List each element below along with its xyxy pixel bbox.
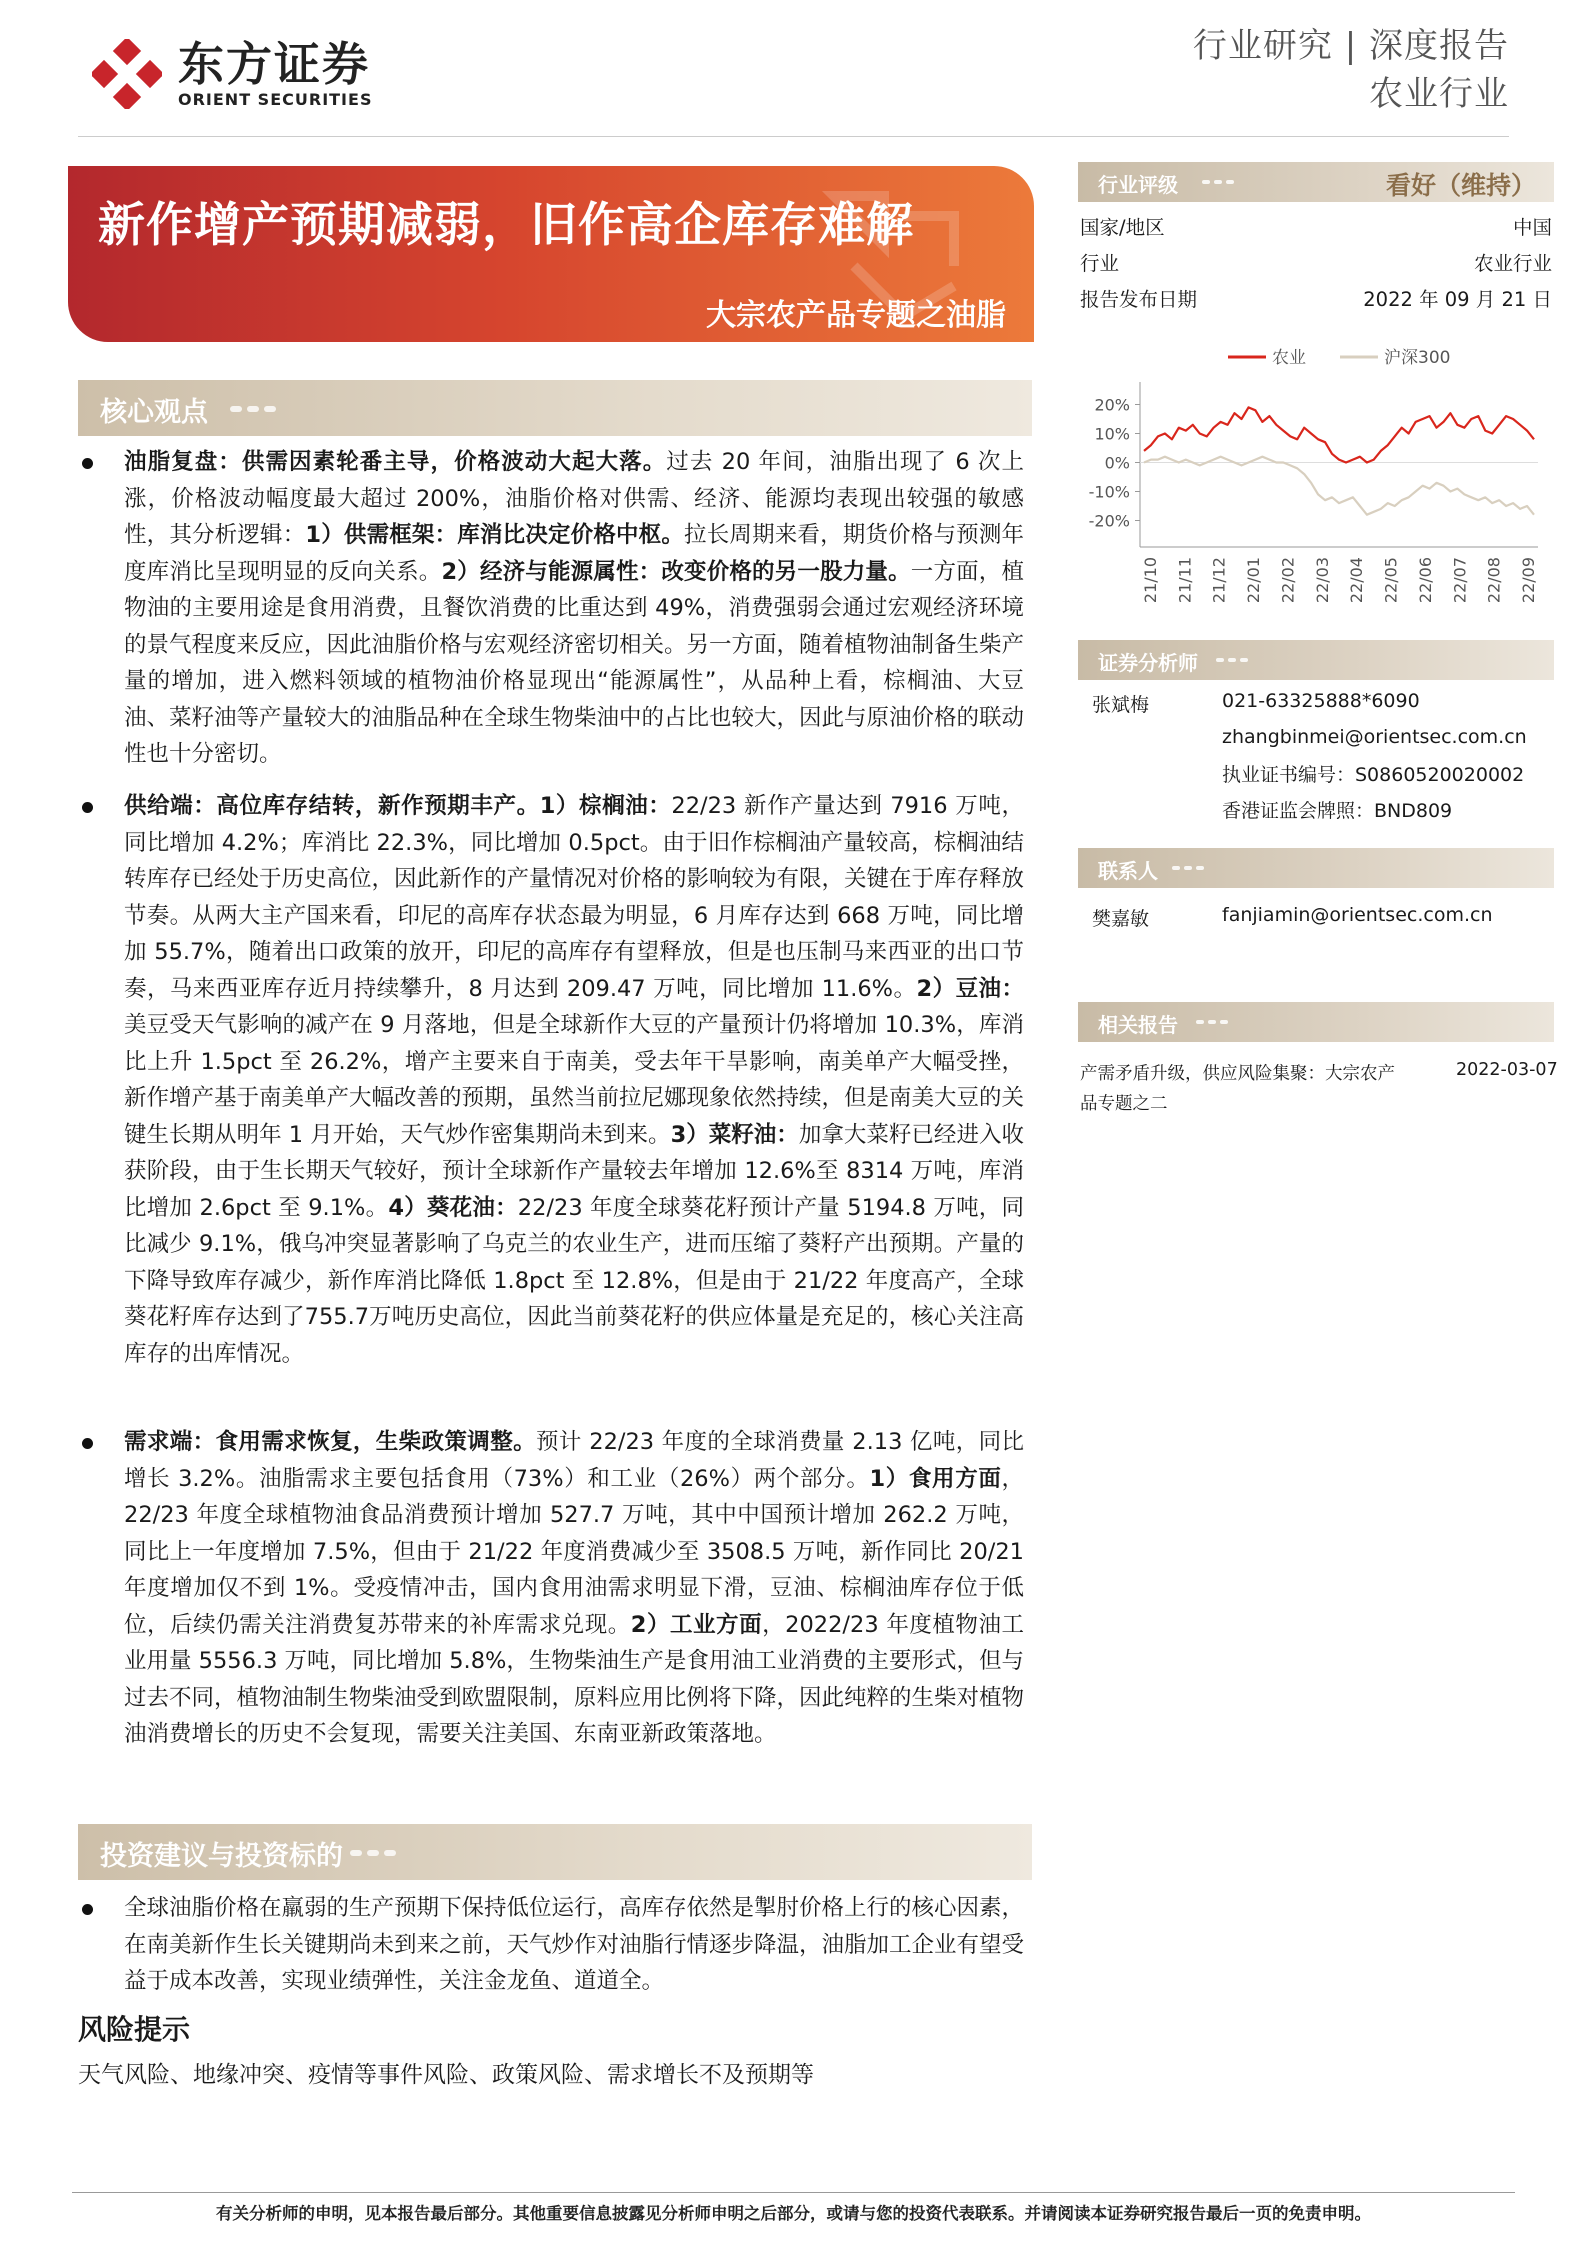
x-tick-label: 22/03 <box>1312 557 1332 604</box>
header-dots-icon <box>1202 180 1234 184</box>
report-type: 行业研究 | 深度报告 <box>1192 26 1509 66</box>
report-title: 新作增产预期减弱，旧作高企库存难解 <box>98 198 914 253</box>
body-text: ，22/23 年度全球植物油食品消费预计增加 527.7 万吨，其中中国预计增加 262.2 万吨，同比上一年度增加 7.5%，但由于 21/22 年度消费减少至 3508.5 万吨，新作同比 20/21 年度增加仅不到 1%。受疫情冲击，国内食用油需求明显下滑，豆油、棕榈油库存位于低位，后续仍需关注消费复苏带来的补库需求兑现。 <box>124 1465 1024 1638</box>
industry-name: 农业行业 <box>1369 74 1509 114</box>
y-tick-label: 20% <box>1094 395 1130 415</box>
sidebar-rating-header <box>1078 162 1554 202</box>
header-dots-icon <box>1172 866 1204 870</box>
body-text: 预计 22/23 年度的全球消费量 2.13 亿吨，同比增长 3.2%。油脂需求主要包括食用（73%）和工业（26%）两个部分。 <box>124 1429 1024 1492</box>
sidebar-related-header <box>1078 1002 1554 1042</box>
date-value: 2022 年 09 月 21 日 <box>1363 288 1552 311</box>
body-text: 过去 20 年间，油脂出现了 6 次上涨，价格波动幅度最大超过 200%，油脂价格对供需、经济、能源均表现出较强的敏感性，其分析逻辑： <box>124 449 1024 548</box>
bold-phrase: 1）供需框架：库消比决定价格中枢。 <box>305 522 685 548</box>
series-line-agriculture <box>1144 407 1534 462</box>
section-header-investment <box>78 1824 1032 1880</box>
industry-row <box>1078 248 1554 276</box>
x-tick-label: 22/07 <box>1450 557 1470 604</box>
title-banner <box>68 166 1034 342</box>
industry-value: 农业行业 <box>1473 252 1552 275</box>
bullet-icon <box>82 458 93 469</box>
orient-logo-icon <box>92 39 162 109</box>
bold-phrase: 1）棕榈油： <box>539 793 672 819</box>
analyst-hk-license: 香港证监会牌照：BND809 <box>1222 800 1453 822</box>
bold-phrase: 1）食用方面 <box>869 1465 1002 1492</box>
header-divider <box>78 136 1509 137</box>
date-label: 报告发布日期 <box>1080 288 1198 311</box>
country-value: 中国 <box>1512 216 1552 239</box>
section-header-core <box>78 380 1032 436</box>
x-tick-label: 22/04 <box>1347 557 1367 604</box>
body-text: 美豆受天气影响的减产在 9 月落地，但是全球新作大豆的产量预计仍将增加 10.3%，库消比上升 1.5pct 至 26.2%，增产主要来自于南美，受去年干旱影响，南美单产大幅受挫，新作增产基于南美单产大幅改善的预期，虽然当前拉尼娜现象依然持续，但是南美大豆的关键生长期从明年 1 月开始，天气炒作密集期尚未到来。 <box>124 1012 1025 1148</box>
y-tick-label: 0% <box>1104 453 1130 473</box>
body-text: 22/23 新作产量达到 7916 万吨，同比增加 4.2%；库消比 22.3%，同比增加 0.5pct。由于旧作棕榈油产量较高，棕榈油结转库存已经处于历史高位，因此新作的产量情况对价格的影响较为有限，关键在于库存释放节奏。从两大主产国来看，印尼的高库存状态最为明显，6 月库存达到 668 万吨，同比增加 55.7%，随着出口政策的放开，印尼的高库存有望释放，但是也压制马来西亚的出口节奏，马来西亚库存近月持续攀升，8 月达到 209.47 万吨，同比增加 11.6%。 <box>124 793 1025 1002</box>
body-text: 一方面，植物油的主要用途是食用消费，且餐饮消费的比重达到 49%，消费强弱会通过宏观经济环境的景气程度来反应，因此油脂价格与宏观经济密切相关。另一方面，随着植物油制备生柴产量的增加，进入燃料领域的植物油价格显现出“能源属性”，从品种上看，棕榈油、大豆油、菜籽油等产量较大的油脂品种在全球生物柴油中的占比也较大，因此与原油价格的联动性也十分密切。 <box>124 558 1025 767</box>
bullet-supply <box>78 788 1024 1372</box>
footer-divider <box>72 2192 1515 2193</box>
country-label: 国家/地区 <box>1080 216 1165 239</box>
y-tick-label: 10% <box>1094 424 1130 444</box>
series-line-csi300 <box>1144 457 1534 515</box>
sidebar-analyst-header <box>1078 640 1554 680</box>
report-subtitle: 大宗农产品专题之油脂 <box>706 298 1006 333</box>
related-report-title[interactable]: 产需矛盾升级，供应风险集聚：大宗农产 <box>1080 1064 1395 1084</box>
logo-chinese-name: 东方证券 <box>178 37 370 91</box>
bold-lead: 需求端：食用需求恢复，生柴政策调整。 <box>124 1429 536 1455</box>
industry-label: 行业 <box>1080 252 1120 275</box>
body-text: ，2022/23 年度植物油工业用量 5556.3 万吨，同比增加 5.8%，生物柴油生产是食用油工业消费的主要形式，但与过去不同，植物油制生物柴油受到欧盟限制，原料应用比例将下降，因此纯粹的生柴对植物油消费增长的历史不会复现，需要关注美国、东南亚新政策落地。 <box>124 1611 1025 1747</box>
date-row <box>1078 284 1554 312</box>
analyst-email[interactable]: zhangbinmei@orientsec.com.cn <box>1222 726 1527 748</box>
risk-heading: 风险提示 <box>78 2013 191 2046</box>
bold-lead: 供给端：高位库存结转，新作预期丰产。 <box>124 793 540 819</box>
bullet-investment <box>78 1890 1024 2000</box>
contact-name: 樊嘉敏 <box>1092 908 1150 930</box>
section-title: 核心观点 <box>100 397 208 428</box>
body-text: 全球油脂价格在羸弱的生产预期下保持低位运行，高库存依然是掣肘价格上行的核心因素，在南美新作生长关键期尚未到来之前，天气炒作对油脂行情逐步降温，油脂加工企业有望受益于成本改善，实现业绩弹性，关注金龙鱼、道道全。 <box>124 1895 1025 1994</box>
header-dots-icon <box>1216 658 1248 662</box>
bullet-icon <box>82 802 93 813</box>
bold-phrase: 2）豆油： <box>916 975 1024 1002</box>
logo-english-name: ORIENT SECURITIES <box>178 90 373 109</box>
related-heading: 相关报告 <box>1098 1013 1178 1037</box>
legend-label: 农业 <box>1272 348 1306 368</box>
body-text: 加拿大菜籽已经进入收获阶段，由于生长期天气较好，预计全球新作产量较去年增加 12.6%至 8314 万吨，库消比增加 2.6pct 至 9.1%。 <box>124 1121 1024 1221</box>
contact-heading: 联系人 <box>1098 859 1158 883</box>
header-dots-icon <box>1196 1020 1228 1024</box>
country-row <box>1078 212 1554 240</box>
x-tick-label: 22/06 <box>1415 557 1435 604</box>
x-tick-label: 21/11 <box>1175 557 1195 604</box>
risk-text: 天气风险、地缘冲突、疫情等事件风险、政策风险、需求增长不及预期等 <box>78 2062 814 2088</box>
analyst-name: 张斌梅 <box>1092 694 1150 716</box>
x-tick-label: 22/01 <box>1244 557 1264 604</box>
analyst-phone: 021-63325888*6090 <box>1222 690 1420 712</box>
rating-label: 行业评级 <box>1098 173 1178 197</box>
y-tick-label: -10% <box>1088 482 1130 502</box>
x-tick-label: 22/02 <box>1278 557 1298 604</box>
x-tick-label: 22/09 <box>1519 557 1538 604</box>
x-tick-label: 21/10 <box>1141 557 1160 604</box>
bold-phrase: 4）葵花油： <box>388 1194 518 1221</box>
bold-lead: 油脂复盘：供需因素轮番主导，价格波动大起大落。 <box>124 449 667 475</box>
bold-phrase: 2）工业方面 <box>630 1611 763 1638</box>
performance-chart <box>1078 340 1554 620</box>
bold-phrase: 2）经济与能源属性：改变价格的另一股力量。 <box>441 558 911 585</box>
bullet-icon <box>82 1438 93 1449</box>
body-text: 拉长周期来看，期货价格与预测年度库消比呈现明显的反向关系。 <box>124 522 1024 585</box>
x-tick-label: 22/08 <box>1484 557 1504 604</box>
y-tick-label: -20% <box>1088 511 1130 531</box>
x-tick-label: 22/05 <box>1381 557 1401 604</box>
bullet-demand <box>78 1424 1024 1753</box>
section-dots-icon <box>350 1850 396 1856</box>
footer-disclaimer: 有关分析师的申明，见本报告最后部分。其他重要信息披露见分析师申明之后部分，或请与您的投资代表联系。并请阅读本证券研究报告最后一页的免责申明。 <box>216 2204 1371 2223</box>
related-report-title-cont[interactable]: 品专题之二 <box>1080 1094 1168 1114</box>
contact-email[interactable]: fanjiamin@orientsec.com.cn <box>1222 904 1493 926</box>
report-type-header <box>1193 22 1509 118</box>
analyst-heading: 证券分析师 <box>1098 651 1198 675</box>
bullet-icon <box>82 1904 93 1915</box>
rating-value: 看好（维持） <box>1385 171 1536 200</box>
related-report-date: 2022-03-07 <box>1456 1060 1558 1080</box>
section-title: 投资建议与投资标的 <box>100 1841 343 1872</box>
x-tick-label: 21/12 <box>1209 557 1229 604</box>
section-dots-icon <box>230 406 276 412</box>
sidebar-contact-header <box>1078 848 1554 888</box>
analyst-cert: 执业证书编号：S0860520020002 <box>1222 764 1525 786</box>
bold-phrase: 3）菜籽油： <box>670 1121 799 1148</box>
bullet-price-review <box>78 444 1024 773</box>
legend-label: 沪深300 <box>1384 348 1451 368</box>
company-logo <box>92 38 372 110</box>
body-text: 22/23 年度全球葵花籽预计产量 5194.8 万吨，同比减少 9.1%，俄乌冲突显著影响了乌克兰的农业生产，进而压缩了葵籽产出预期。产量的下降导致库存减少，新作库消比降低 1.8pct 至 12.8%，但是由于 21/22 年度高产，全球葵花籽库存达到了755.7万吨历史高位，因此当前葵花籽的供应体量是充足的，核心关注高库存的出库情况。 <box>124 1194 1025 1367</box>
